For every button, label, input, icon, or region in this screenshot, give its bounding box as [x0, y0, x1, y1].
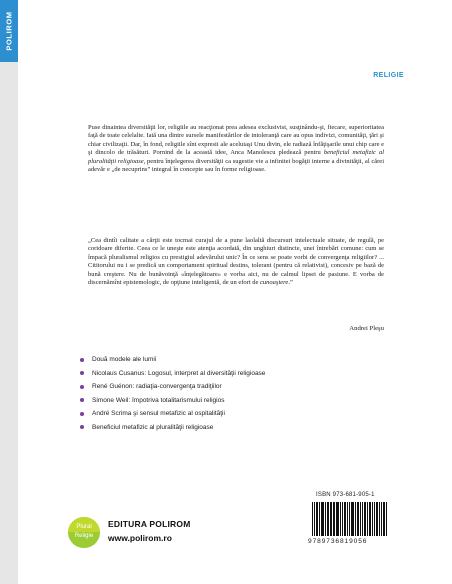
quote-text-1: „Cea dintîi calitate a cărţii este tocmai curajul de a pune laolaltă discursuri intelectuale situate, de regulă, pe coridoare diferite. Ceea ce le uneşte este atenţia acordată, din unghiuri distincte, unei întrebări comune: cum se împacă pluralismul religios cu prestigiul adevărului unic? În ce sens se poate vorbi de convergenţa religiilor? ... Cititorului nu i se predică un comportament spiritual destins, tolerant (pentru că relativist), concesiv pe bază de bună creştere. Nu de bunăvoinţă «înţelegătoare» e vorba aici, nu de calmul lipsei de pasiune. E vorba de discernămînt epistemologic, de opţiune inteligentă, de un efort de: [88, 237, 384, 287]
blurb-text-2: , pentru înţelegerea diversităţii ca sugestie vie a infinitei bogăţii interne a divinităţii, al cărei adevăr e „de necuprins” integral în concepte sau în forme religioase.: [88, 157, 384, 174]
review-quote: [88, 237, 384, 287]
logo-line-2: Religie: [74, 533, 94, 539]
bullet-icon: [80, 385, 84, 389]
isbn-label: ISBN 973-681-905-1: [316, 492, 375, 498]
spine-brand: POLIROM: [4, 11, 14, 51]
blurb-text-1: Puse dinaintea diversităţii lor, religiile au reacţionat prea adesea exclusivist, susţinându-şi, fiecare, superioritatea faţă de toate celelalte. Iată una dintre sursele manifestărilor de intoleranţă care au opus indivizi, comunităţi, ţări şi chiar civilizaţii. Dar, în fond, religiile sînt expresii ale aceluiaşi Unu divin, ele radiază înfăţişarile unui chip care e şi dincolo de trăsături. Pornind de la această idee, Anca Manolescu pledează pentru: [88, 124, 384, 157]
list-item-label: Două modele ale lumii: [92, 356, 157, 363]
publisher-name: EDITURA POLIROM: [108, 519, 191, 529]
blurb-emphasis: beneficiul metafizic al pluralităţii religioase: [88, 149, 384, 165]
list-item-label: Nicolaus Cusanus: Logosul, interpret al diversităţii religioase: [92, 369, 266, 377]
list-item: [80, 353, 265, 367]
list-item-label: André Scrima şi sensul metafizic al ospitalităţii: [92, 410, 225, 417]
list-item: [80, 421, 265, 435]
list-item-label: Simone Weil: împotriva totalitarismului religios: [92, 396, 225, 404]
barcode: [312, 502, 388, 536]
left-strip: [0, 0, 18, 584]
bullet-icon: [80, 398, 84, 402]
logo-line-1: Plural: [76, 524, 92, 530]
list-item: [80, 407, 265, 421]
publisher-website: www.polirom.ro: [108, 533, 172, 543]
spine-label: [0, 0, 18, 62]
bullet-icon: [80, 371, 84, 375]
plural-religie-logo: [68, 517, 100, 548]
contents-list: [80, 353, 265, 434]
list-item: [80, 380, 265, 394]
book-blurb: [88, 124, 384, 174]
list-item-label: Beneficiul metafizic al pluralităţii religioase: [92, 423, 214, 431]
bullet-icon: [80, 425, 84, 429]
quote-author: Andrei Pleşu: [349, 325, 384, 332]
quote-text-2: .”: [288, 279, 293, 287]
list-item-label: René Guénon: radiaţia-convergenţa tradiţiilor: [92, 383, 222, 390]
quote-emphasis: cunoaştere: [260, 279, 289, 287]
list-item: [80, 394, 265, 408]
list-item: [80, 367, 265, 381]
collection-label: RELIGIE: [373, 72, 404, 79]
bullet-icon: [80, 412, 84, 416]
bullet-icon: [80, 358, 84, 362]
barcode-digits: 9789736819056: [308, 538, 368, 545]
